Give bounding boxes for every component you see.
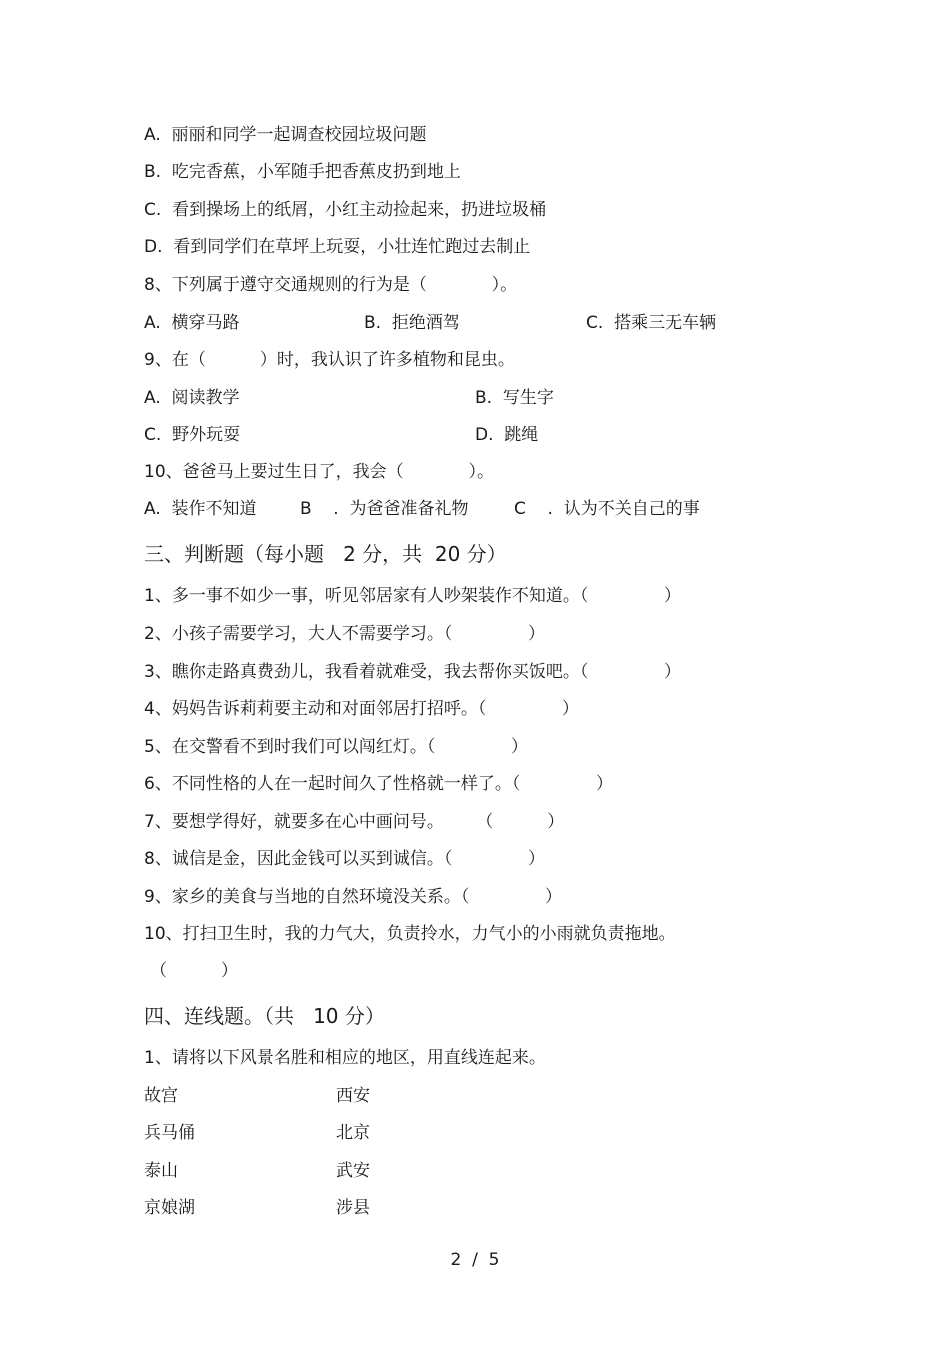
match-left-item: 泰山 [144, 1161, 178, 1181]
judge-item-2: 2、小孩子需要学习，大人不需要学习。（ ） [144, 624, 545, 644]
match-left-item: 京娘湖 [144, 1198, 195, 1218]
match-left-item: 故宫 [144, 1086, 178, 1106]
judge-item-4: 4、妈妈告诉莉莉要主动和对面邻居打招呼。（ ） [144, 699, 579, 719]
judge-item-7: 7、要想学得好，就要多在心中画问号。 （ ） [144, 812, 565, 832]
q8-stem: 8、下列属于遵守交通规则的行为是（ ）。 [144, 275, 518, 295]
q10-option-a: A. 装作不知道 [144, 499, 257, 519]
page-number: 2 / 5 [450, 1250, 500, 1270]
q8-option-a: A. 横穿马路 [144, 313, 240, 333]
q10-option-c: C . 认为不关自己的事 [514, 499, 700, 519]
q9-option-d: D. 跳绳 [475, 425, 539, 445]
section3-title: 三、判断题（每小题 2 分，共 20 分） [144, 542, 507, 566]
judge-item-6: 6、不同性格的人在一起时间久了性格就一样了。（ ） [144, 774, 613, 794]
q7-option-a: A. 丽丽和同学一起调查校园垃圾问题 [144, 125, 427, 145]
q9-option-b: B. 写生字 [475, 388, 554, 408]
q10-stem: 10、爸爸马上要过生日了，我会（ ）。 [144, 462, 494, 482]
match-question-1: 1、请将以下风景名胜和相应的地区，用直线连起来。 [144, 1048, 546, 1068]
judge-item-5: 5、在交警看不到时我们可以闯红灯。（ ） [144, 737, 528, 757]
q9-stem: 9、在（ ）时，我认识了许多植物和昆虫。 [144, 350, 515, 370]
q8-option-b: B. 拒绝酒驾 [364, 313, 460, 333]
match-right-item: 西安 [336, 1086, 370, 1106]
q9-option-c: C. 野外玩耍 [144, 425, 241, 445]
match-right-item: 涉县 [336, 1198, 370, 1218]
q9-option-a: A. 阅读教学 [144, 388, 240, 408]
judge-item-8: 8、诚信是金，因此金钱可以买到诚信。（ ） [144, 849, 545, 869]
q8-option-c: C. 搭乘三无车辆 [586, 313, 717, 333]
match-right-item: 北京 [336, 1123, 370, 1143]
match-right-item: 武安 [336, 1161, 370, 1181]
q7-option-c: C. 看到操场上的纸屑，小红主动捡起来，扔进垃圾桶 [144, 200, 547, 220]
judge-item-3: 3、瞧你走路真费劲儿，我看着就难受，我去帮你买饭吧。（ ） [144, 662, 681, 682]
section4-title: 四、连线题。（共 10 分） [144, 1004, 385, 1028]
judge-item-9: 9、家乡的美食与当地的自然环境没关系。（ ） [144, 887, 562, 907]
judge-item-10: 10、打扫卫生时，我的力气大，负责拎水，力气小的小雨就负责拖地。 [144, 924, 676, 944]
match-left-item: 兵马俑 [144, 1123, 195, 1143]
judge-item-1: 1、多一事不如少一事，听见邻居家有人吵架装作不知道。（ ） [144, 586, 681, 606]
q7-option-d: D. 看到同学们在草坪上玩耍，小壮连忙跑过去制止 [144, 237, 531, 257]
judge-item-10-blank: （ ） [150, 961, 239, 981]
q7-option-b: B. 吃完香蕉，小军随手把香蕉皮扔到地上 [144, 162, 461, 182]
q10-option-b: B . 为爸爸准备礼物 [300, 499, 469, 519]
